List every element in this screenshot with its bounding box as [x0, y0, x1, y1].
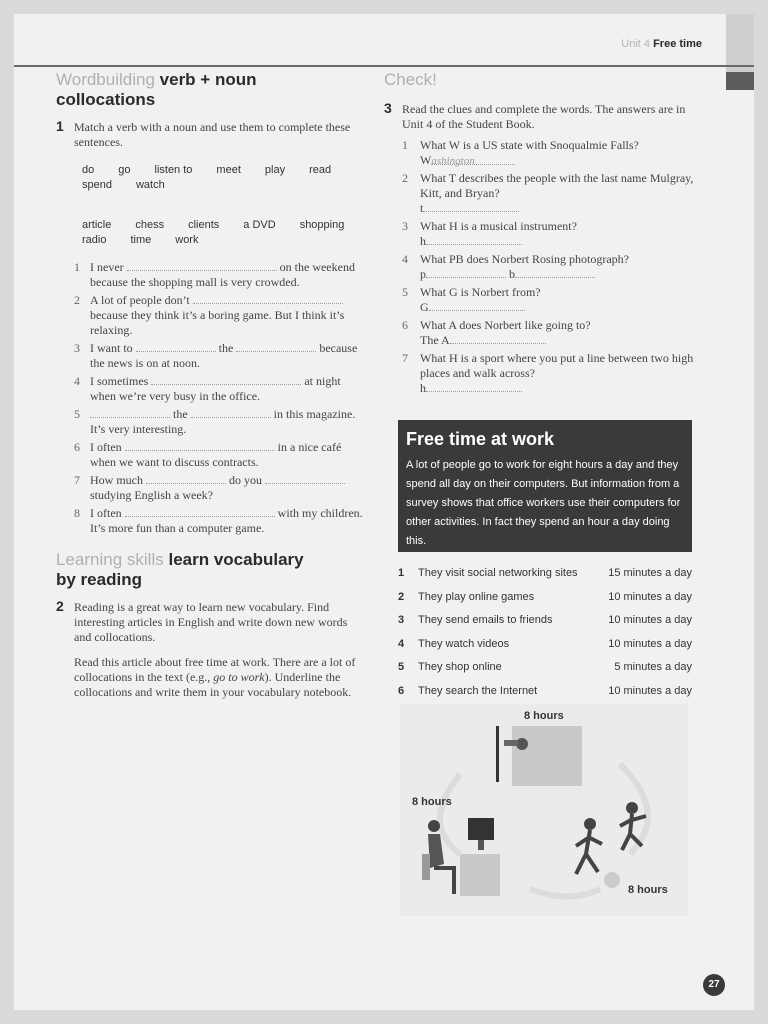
- instruction-text: Read the clues and complete the words. The answers are in Unit 4 of the Student Book.: [402, 102, 686, 131]
- activity-stats: [398, 562, 692, 703]
- sentence-middle: in this: [273, 407, 304, 421]
- sentence-item: [74, 407, 366, 437]
- sentence-end: because the news is on at noon.: [90, 341, 358, 370]
- item-number: 4: [74, 374, 80, 388]
- clue-item: [402, 138, 706, 168]
- item-number: 4: [402, 252, 408, 266]
- sentence-middle: the: [218, 341, 234, 355]
- answer-blank[interactable]: [236, 341, 316, 352]
- stat-value: 10 minutes a day: [608, 614, 692, 626]
- clue-item: [402, 252, 706, 282]
- clue-letter: h: [420, 381, 426, 395]
- sentence-item: [74, 440, 366, 470]
- item-number: 1: [74, 260, 80, 274]
- answer-blank[interactable]: [426, 267, 506, 278]
- para2-text-end: ). Underline the collocations and write them in your vocabulary notebook.: [74, 670, 352, 699]
- stat-value: 10 minutes a day: [608, 637, 692, 650]
- item-number: 5: [402, 285, 408, 299]
- item-number: 2: [402, 171, 408, 185]
- free-time-article: [398, 420, 692, 552]
- illustration: [400, 704, 688, 916]
- para2-text: Read this article about free time at work. There are a lot of collocations in the text (e.g.,: [74, 655, 356, 684]
- word-item: radio: [82, 234, 107, 246]
- stat-activity: They shop online: [418, 661, 502, 673]
- sentence-end: on the weekend because the shopping mall is very crowded.: [90, 260, 355, 289]
- office-worker-icon: [422, 818, 500, 896]
- clue-letter: W: [420, 153, 432, 167]
- sentence-start: I often: [90, 440, 122, 454]
- stat-value: 5 minutes a day: [614, 661, 692, 673]
- answer-blank[interactable]: [151, 374, 301, 385]
- learning-skills-heading: [56, 550, 366, 590]
- hours-label-free: 8 hours: [628, 884, 668, 896]
- stat-row: [398, 562, 692, 586]
- exercise-2-para1: Reading is a great way to learn new vocabulary. Find interesting articles in English and write down new words and collocations.: [74, 600, 348, 644]
- item-number: 5: [74, 407, 80, 421]
- answer-blank[interactable]: [423, 201, 519, 212]
- stat-activity: They play online games: [418, 590, 535, 603]
- stat-value: 10 minutes a day: [608, 684, 692, 697]
- sentence-item: [74, 473, 366, 503]
- clue-letter: b: [509, 267, 515, 281]
- sentence-item: [74, 506, 366, 536]
- article-title: Free time at work: [406, 429, 555, 449]
- stat-row: [398, 609, 692, 633]
- item-number: 3: [74, 341, 80, 355]
- word-item: listen to: [154, 164, 193, 176]
- exercise-number: 2: [56, 598, 64, 614]
- item-number: 7: [402, 351, 408, 365]
- sentence-middle: the: [173, 407, 188, 421]
- word-item: read: [309, 164, 332, 176]
- exercise-2-para2: [74, 655, 366, 700]
- clue-list: [402, 138, 706, 396]
- clue-letter: p: [420, 267, 426, 281]
- word-item: play: [264, 164, 286, 176]
- sentence-start: I never: [90, 260, 124, 274]
- item-number: 6: [74, 440, 80, 454]
- stat-number: 1: [398, 567, 405, 579]
- exercise-3-instruction: [384, 102, 706, 132]
- stat-number: 6: [398, 684, 405, 697]
- cycle-arrow: [530, 889, 600, 897]
- stat-number: 5: [398, 661, 405, 673]
- sentence-start: I want to: [90, 341, 133, 355]
- sentence-item: [74, 293, 366, 338]
- item-number: 6: [402, 318, 408, 332]
- sentence-item: [74, 374, 366, 404]
- clue-question: What A does Norbert like going to?: [420, 318, 591, 332]
- page-number: 27: [703, 974, 725, 996]
- answer-blank[interactable]: [450, 333, 546, 344]
- sentence-item: [74, 341, 366, 371]
- wordbuilding-heading: [56, 70, 366, 110]
- sentence-end: studying English a week?: [90, 488, 213, 502]
- clue-item: [402, 285, 706, 315]
- clue-question: What G is Norbert from?: [420, 285, 541, 299]
- stat-number: 2: [398, 590, 405, 603]
- answer-blank[interactable]: [191, 407, 271, 418]
- stat-number: 3: [398, 614, 405, 626]
- sentence-start: How much: [90, 473, 143, 487]
- exercise-2: [56, 600, 366, 645]
- stat-row: [398, 680, 692, 704]
- stat-number: 4: [398, 637, 405, 650]
- answer-blank[interactable]: [125, 506, 275, 517]
- sentence-start: I often: [90, 506, 122, 520]
- sentence-end: at night when we’re very busy in the office.: [90, 374, 341, 403]
- word-item: work: [175, 234, 199, 246]
- word-item: go: [118, 164, 131, 176]
- clue-letter: The A: [420, 333, 450, 347]
- item-number: 2: [74, 293, 80, 307]
- word-item: watch: [135, 179, 165, 191]
- clue-letter: t: [420, 201, 424, 215]
- sentence-end: in a nice café when we want to discuss contracts.: [90, 440, 342, 469]
- sentence-start: A lot of people don’t: [90, 293, 190, 307]
- sentence-end: with my children. It’s more fun than a computer game.: [90, 506, 363, 535]
- wordbuilding-title-1: verb + noun: [159, 70, 257, 89]
- word-item: chess: [135, 219, 165, 231]
- exercise-number: 1: [56, 118, 64, 134]
- clue-question: What PB does Norbert Rosing photograph?: [420, 252, 629, 266]
- clue-question: What H is a sport where you put a line between two high places and walk across?: [420, 351, 694, 380]
- answer-blank[interactable]: [125, 440, 275, 451]
- item-number: 8: [74, 506, 80, 520]
- check-title: Check!: [384, 70, 437, 89]
- answer-blank[interactable]: [426, 381, 522, 392]
- clue-item: [402, 351, 706, 396]
- sentence-end: magazine. It’s very interesting.: [90, 407, 356, 436]
- sentence-list: [74, 260, 366, 536]
- stat-value: 15 minutes a day: [608, 567, 692, 579]
- sentence-start: I sometimes: [90, 374, 149, 388]
- learning-title-1: learn vocabulary: [168, 550, 304, 569]
- clue-letter: G: [420, 300, 429, 314]
- exercise-1-instruction: [56, 120, 366, 150]
- instruction-text: Match a verb with a noun and use them to complete these sentences.: [74, 120, 351, 149]
- noun-list: [82, 219, 372, 246]
- wordbuilding-title-2: collocations: [56, 90, 156, 109]
- sleeping-icon: [496, 726, 582, 786]
- sentence-middle: do you: [229, 473, 262, 487]
- clue-item: [402, 219, 706, 249]
- para2-example: go to work: [213, 670, 265, 684]
- handwritten-answer: ashington: [431, 154, 515, 165]
- answer-blank[interactable]: [265, 473, 345, 484]
- unit-number: Unit 4: [621, 38, 651, 50]
- stat-value: 10 minutes a day: [608, 590, 692, 603]
- sentence-item: [74, 260, 366, 290]
- stat-row: [398, 586, 692, 610]
- clue-item: [402, 318, 706, 348]
- right-column: [384, 70, 706, 399]
- answer-blank[interactable]: [146, 473, 226, 484]
- item-number: 3: [402, 219, 408, 233]
- clue-question: What W is a US state with Snoqualmie Falls?: [420, 138, 639, 152]
- article-text: A lot of people go to work for eight hours a day and they spend all day on their computers. But information from a survey shows that office workers use their computers for other activities. In fact they spend an hour a day doing this.: [406, 459, 681, 547]
- check-heading: [384, 70, 706, 90]
- clue-item: [402, 171, 706, 216]
- edge-tab-marker: [726, 72, 754, 90]
- answer-blank[interactable]: [193, 293, 343, 304]
- word-item: shopping: [299, 219, 345, 231]
- cycle-arrow: [440, 774, 460, 854]
- word-item: do: [82, 164, 95, 176]
- item-number: 1: [402, 138, 408, 152]
- clue-question: What H is a musical instrument?: [420, 219, 577, 233]
- word-item: clients: [188, 219, 220, 231]
- stat-row: [398, 656, 692, 680]
- hours-label-sleep: 8 hours: [524, 710, 564, 722]
- learning-skills-label: Learning skills: [56, 550, 164, 569]
- exercise-number: 3: [384, 100, 392, 116]
- answer-blank[interactable]: [515, 267, 595, 278]
- sentence-end: because they think it’s a boring game. But I think it’s relaxing.: [90, 308, 345, 337]
- hours-label-work: 8 hours: [412, 796, 452, 808]
- word-item: time: [130, 234, 152, 246]
- answer-blank[interactable]: [90, 407, 170, 418]
- answer-blank[interactable]: [136, 341, 216, 352]
- answer-blank[interactable]: [426, 234, 522, 245]
- stat-activity: They search the Internet: [418, 684, 538, 697]
- clue-letter: h: [420, 234, 426, 248]
- answer-blank[interactable]: [127, 260, 277, 271]
- word-item: meet: [216, 164, 241, 176]
- stat-activity: They send emails to friends: [418, 614, 553, 626]
- word-item: article: [82, 219, 112, 231]
- unit-label: [621, 38, 702, 50]
- stat-row: [398, 633, 692, 657]
- header-rule: [14, 65, 754, 67]
- learning-title-2: by reading: [56, 570, 142, 589]
- word-item: a DVD: [243, 219, 276, 231]
- item-number: 7: [74, 473, 80, 487]
- answer-blank[interactable]: [429, 300, 525, 311]
- stat-activity: They visit social networking sites: [418, 567, 578, 579]
- verb-list: [82, 164, 372, 191]
- left-column: [56, 70, 366, 700]
- word-item: spend: [82, 179, 112, 191]
- clue-question: What T describes the people with the last name Mulgray, Kitt, and Bryan?: [420, 171, 694, 200]
- stat-activity: They watch videos: [418, 637, 510, 650]
- unit-title: Free time: [653, 38, 702, 50]
- page-header: [14, 14, 754, 66]
- edge-tab: [726, 14, 754, 72]
- wordbuilding-label: Wordbuilding: [56, 70, 155, 89]
